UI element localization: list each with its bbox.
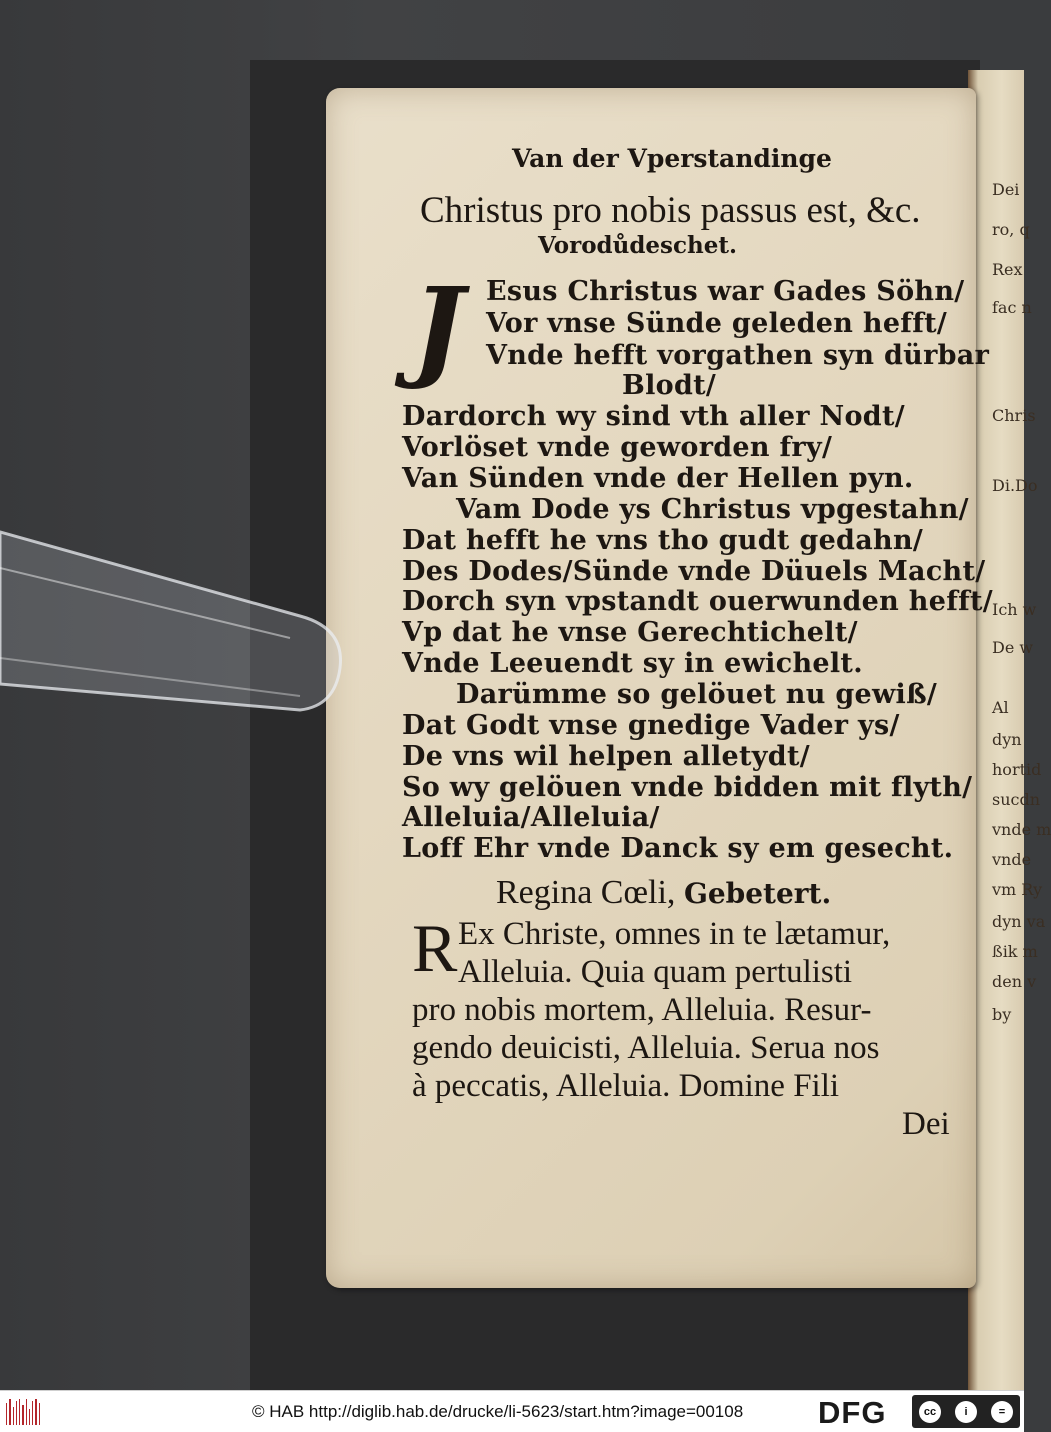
hymn-line: Van Sünden vnde der Hellen pyn. <box>402 463 914 494</box>
hymn-line: Vnde hefft vorgathen syn dürbar <box>486 340 990 371</box>
latin-catchword: Dei <box>902 1106 950 1142</box>
running-head: Van der Vperstandinge <box>512 144 832 173</box>
hymn-line: Vnde Leeuendt sy in ewichelt. <box>402 648 863 679</box>
hymn-line: Alleluia/Alleluia/ <box>402 802 660 833</box>
facing-page-edge <box>968 70 1051 1400</box>
hymn-line: Dorch syn vpstandt ouerwunden hefft/ <box>402 586 993 617</box>
by-icon: i <box>955 1401 977 1423</box>
hymn-line: So wy gelöuen vnde bidden mit flyth/ <box>402 772 973 803</box>
latin-line: Alleluia. Quia quam pertulisti <box>458 954 853 990</box>
facing-page-fragment: Dei <box>992 180 1020 199</box>
hymn-line: De vns wil helpen alletydt/ <box>402 741 810 772</box>
section-heading-latin: Regina Cœli, <box>496 874 676 911</box>
facing-page-fragment: ßik m <box>992 942 1038 961</box>
hymn-line: Esus Christus war Gades Söhn/ <box>486 276 965 307</box>
section-heading-german: Gebetert. <box>683 877 832 910</box>
hymn-line: Loff Ehr vnde Danck sy em gesecht. <box>402 833 954 864</box>
library-logo-icon <box>6 1399 40 1425</box>
dfg-logo: DFG <box>818 1395 887 1430</box>
facing-page-fragment: Ich w <box>992 600 1037 619</box>
latin-line: Ex Christe, omnes in te lætamur, <box>458 916 891 952</box>
facing-page-fragment: dyn <box>992 730 1022 749</box>
facing-page-fragment: dyn va <box>992 912 1046 931</box>
facing-page-fragment: den v <box>992 972 1037 991</box>
decorated-initial-j: J <box>412 263 465 392</box>
facing-page-fragment: Di.Do <box>992 476 1038 495</box>
facing-page-fragment: vm Ry <box>992 880 1043 899</box>
facing-page-fragment: by <box>992 1005 1012 1024</box>
facing-page-fragment: vnde <box>992 850 1032 869</box>
hymn-line: Vam Dode ys Christus vpgestahn/ <box>456 494 969 525</box>
facing-page-fragment: sucdn <box>992 790 1041 809</box>
hymn-line: Vorlöset vnde geworden fry/ <box>402 432 833 463</box>
hymn-line: Dat hefft he vns tho gudt gedahn/ <box>402 525 924 556</box>
hymn-line: Dat Godt vnse gnedige Vader ys/ <box>402 710 900 741</box>
latin-line: gendo deuicisti, Alleluia. Serua nos <box>412 1030 880 1066</box>
hymn-title: Christus pro nobis passus est, &c. <box>420 190 921 231</box>
initial-r: R <box>412 910 458 986</box>
facing-page-fragment: Al <box>992 698 1009 717</box>
sa-icon: = <box>991 1401 1013 1423</box>
hymn-line: Darümme so gelöuet nu gewiß/ <box>456 679 938 710</box>
cc-license-badge[interactable] <box>912 1395 1020 1428</box>
facing-page-fragment: Rex <box>992 260 1023 279</box>
hymn-line: Blodt/ <box>622 370 717 401</box>
hymn-line: Vor vnse Sünde geleden hefft/ <box>486 308 948 339</box>
footer-bar <box>0 1390 1024 1432</box>
hymn-line: Des Dodes/Sünde vnde Düuels Macht/ <box>402 556 986 587</box>
facing-page-fragment: fac n <box>992 298 1032 317</box>
latin-line: pro nobis mortem, Alleluia. Resur- <box>412 992 872 1028</box>
hymn-line: Dardorch wy sind vth aller Nodt/ <box>402 401 905 432</box>
section-heading <box>496 876 831 910</box>
facing-page-fragment: ro, q <box>992 220 1030 239</box>
hymn-subtitle: Vorodůdeschet. <box>538 232 737 259</box>
facing-page-fragment: hortid <box>992 760 1042 779</box>
hymn-line: Vp dat he vnse Gerechtichelt/ <box>402 617 858 648</box>
book-page <box>326 88 993 1288</box>
latin-line: à peccatis, Alleluia. Domine Fili <box>412 1068 840 1104</box>
source-link[interactable]: © HAB http://diglib.hab.de/drucke/li-5623/start.htm?image=00108 <box>252 1402 744 1421</box>
glass-page-holder-icon <box>0 528 350 718</box>
facing-page-fragment: Chris <box>992 406 1036 425</box>
facing-page-fragment: De w <box>992 638 1034 657</box>
cc-icon: cc <box>919 1401 941 1423</box>
facing-page-fragment: vnde m <box>992 820 1051 839</box>
